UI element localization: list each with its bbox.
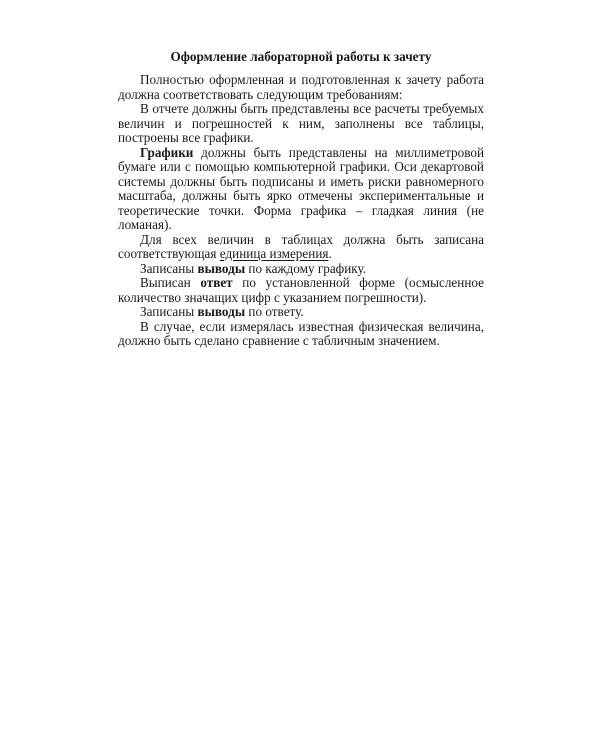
paragraph-units <box>118 233 484 262</box>
answer-pre: Выписан <box>140 275 201 290</box>
answer-conclusions-term: выводы <box>197 304 246 319</box>
units-text: Для всех величин в таблицах должна быть записана соответствующая <box>118 231 484 261</box>
document-body <box>118 49 484 349</box>
paragraph-graphs <box>118 146 484 233</box>
graphs-term: Графики <box>140 144 194 160</box>
answer-term: ответ <box>200 275 233 290</box>
paragraph-answer <box>118 276 484 305</box>
answer-post: по установленной форме (осмысленное количество значащих цифр с указанием погрешности). <box>118 275 484 305</box>
graph-conclusions-term: выводы <box>197 260 246 276</box>
units-term: единица измерения <box>219 246 329 261</box>
graphs-text: должны быть представлены на миллиметровой бумаге или с помощью компьютерной графики. Оси декартовой системы должны быть подписаны и иметь риски равномерного масштаба, должны быть ярко отмечены экспериментальные и теоретические точки. Форма графика – гладкая линия (не ломаная). <box>118 144 484 232</box>
paragraph-intro: Полностью оформленная и подготовленная к зачету работа должна соответствовать следующим требованиям: <box>118 72 484 102</box>
graph-conclusions-pre: Записаны <box>140 260 198 276</box>
answer-conclusions-pre: Записаны <box>140 304 198 319</box>
paragraph-comparison: В случае, если измерялась известная физическая величина, должно быть сделано сравнение с табличным значением. <box>118 318 484 348</box>
paragraph-graph-conclusions <box>118 262 484 277</box>
paragraph-report-requirements: В отчете должны быть представлены все расчеты требуемых величин и погрешностей к ним, заполнены все таблицы, построены все графики. <box>118 101 484 145</box>
page-title: Оформление лабораторной работы к зачету <box>170 49 432 64</box>
paragraph-answer-conclusions <box>118 305 484 320</box>
answer-conclusions-post: по ответу. <box>245 304 304 319</box>
graph-conclusions-post: по каждому графику. <box>245 260 367 276</box>
units-end: . <box>328 246 332 261</box>
